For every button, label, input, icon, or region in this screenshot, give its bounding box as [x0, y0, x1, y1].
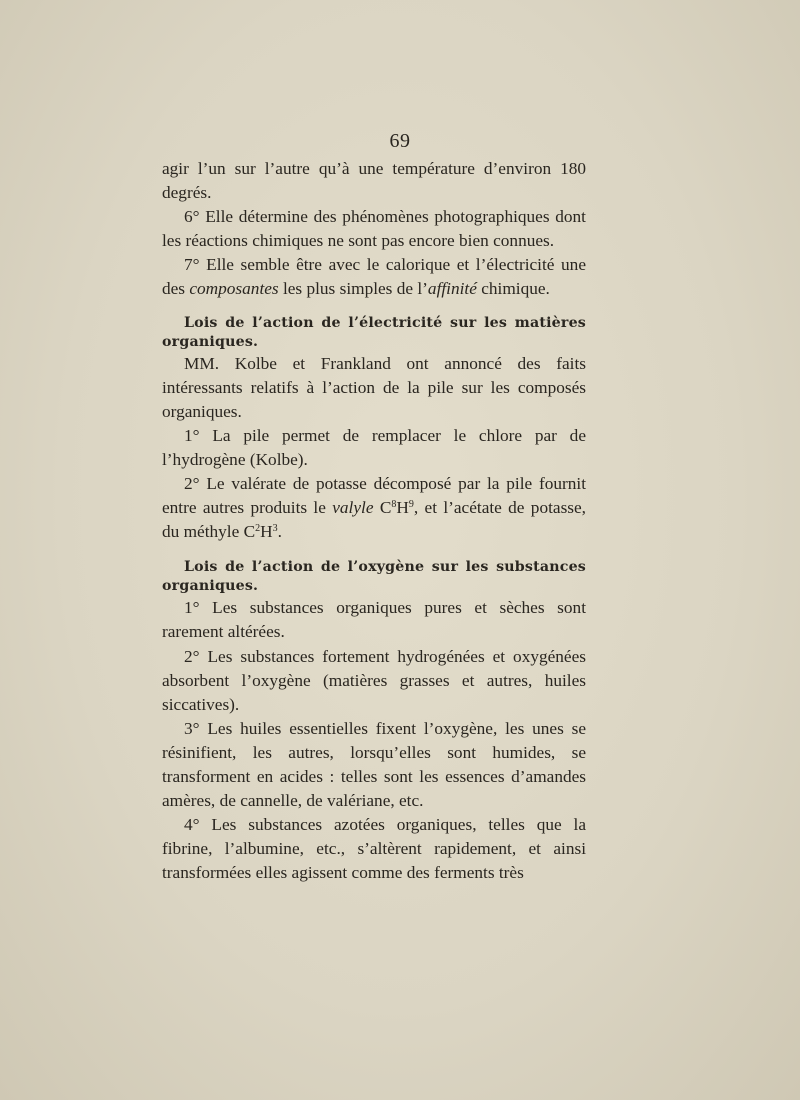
item2-text-before: 2° Le valérate de potasse décomposé par la pile fournit entre autres produits le	[162, 474, 586, 518]
item7-text-mid: les plus simples de l’	[278, 279, 428, 299]
formula-methyle: $C^2H^3$	[243, 522, 278, 542]
item7-text-before: 7° Elle semble être avec le calorique et l’électricité une des	[162, 255, 586, 299]
paragraph-continuation: agir l’un sur l’autre qu’à une température d’environ 180 degrés.	[162, 159, 586, 203]
section-heading-electricite: Lois de l’action de l’électricité sur les matières organiques.	[162, 314, 586, 350]
paragraph-item-7	[162, 253, 586, 301]
paragraph-kolbe-frankland: MM. Kolbe et Frankland ont annoncé des faits intéressants relatifs à l’action de la pile sur les composés organiques.	[162, 353, 586, 421]
italic-composantes: composantes	[189, 279, 279, 299]
paragraph-oxygene-item-3: 3° Les huiles essentielles fixent l’oxygène, les unes se résinifient, les autres, lorsqu’elles sont humides, se transforment en acides : telles sont les essences d’amandes amères, de cannelle, de valériane, etc.	[162, 718, 586, 811]
paragraph-oxygene-item-2: 2° Les substances fortement hydrogénées et oxygénées absorbent l’oxygène (matières grasses et autres, huiles siccatives).	[162, 646, 586, 714]
paragraph-electricite-item-2: 2° Le valérate de potasse décomposé par la pile fournit entre autres produits le valyle $C^8H^9$, et l’acétate de potasse, du méthyle $C^2H^3$.	[162, 474, 587, 542]
page-number: 69	[389, 130, 411, 152]
paragraph-oxygene-item-1: 1° Les substances organiques pures et sèches sont rarement altérées.	[162, 598, 586, 642]
body-text	[162, 157, 586, 885]
paragraph-item-6: 6° Elle détermine des phénomènes photographiques dont les réactions chimiques ne sont pas encore bien connues.	[162, 207, 586, 251]
section-heading-oxygene: Lois de l’action de l’oxygène sur les substances organiques.	[162, 559, 586, 595]
paragraph-electricite-item-1: 1° La pile permet de remplacer le chlore par de l’hydrogène (Kolbe).	[162, 425, 586, 469]
formula-valyle: $C^8H^9$	[379, 498, 414, 518]
italic-affinite: affinité	[427, 279, 477, 299]
italic-valyle: valyle	[332, 498, 374, 518]
paragraph-oxygene-item-4: 4° Les substances azotées organiques, telles que la fibrine, l’albumine, etc., s’altèrent rapidement, et ainsi transformées elles agissent comme des ferments très	[162, 815, 586, 883]
item7-text-after: chimique.	[476, 279, 550, 299]
item2-text-middle: , et l’acétate de potasse, du méthyle	[162, 498, 587, 542]
